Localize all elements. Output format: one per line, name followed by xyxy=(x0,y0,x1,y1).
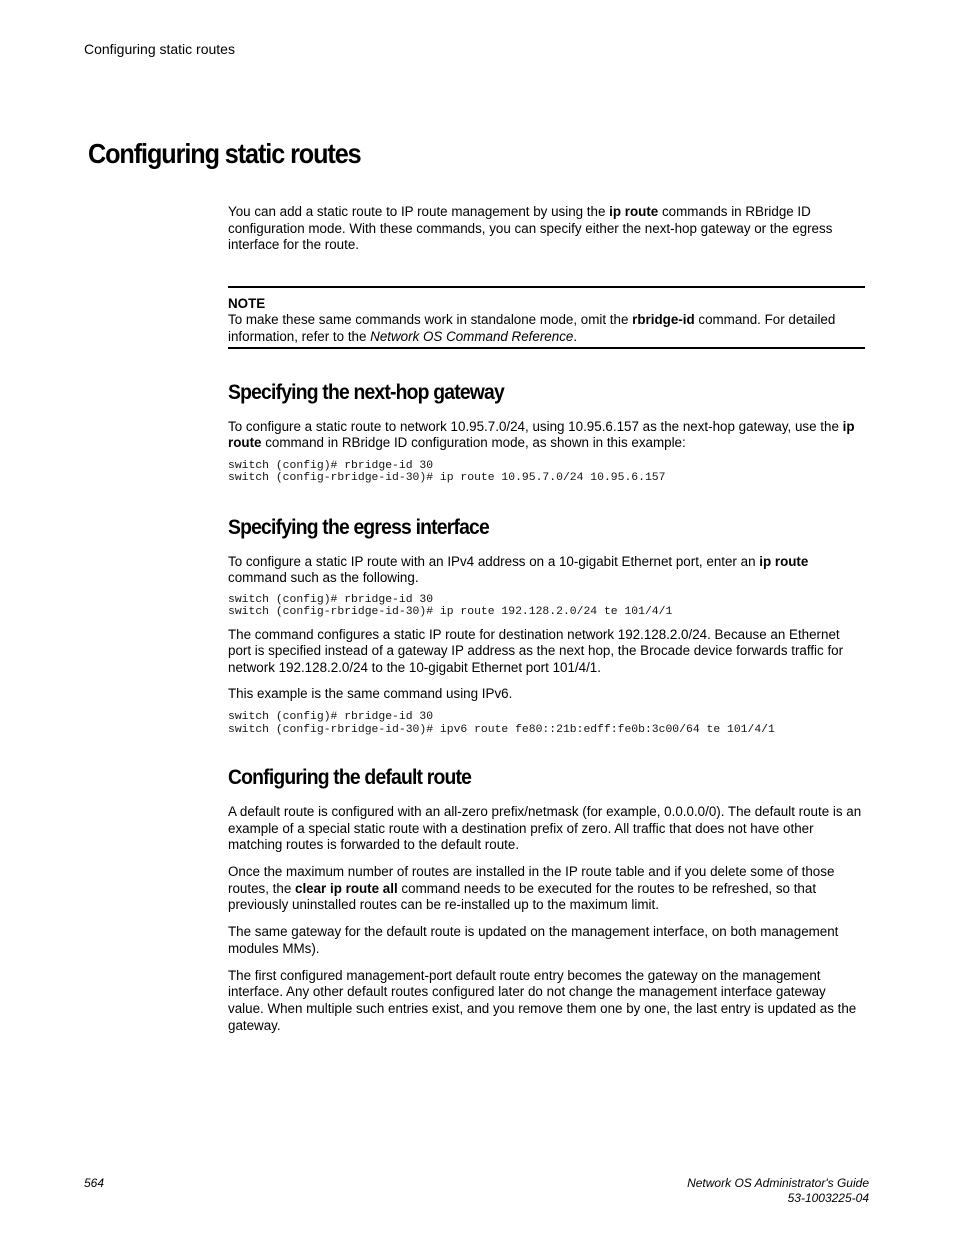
paragraph-text: Once the maximum number of routes are installed in the IP route table and if you delete some of those routes, the xyxy=(228,864,835,896)
intro-paragraph xyxy=(228,204,865,254)
note-text xyxy=(228,312,865,345)
paragraph-command: ip route xyxy=(759,553,809,569)
note-text-part: command. For detailed information, refer to the xyxy=(228,312,836,344)
section-heading-egress: Specifying the egress interface xyxy=(228,514,489,539)
paragraph-command: ip route xyxy=(228,418,855,451)
code-block-next-hop: switch (config)# rbridge-id 30 switch (config-rbridge-id-30)# ip route 10.95.7.0/24 10.95.6.157 xyxy=(228,459,666,485)
running-header: Configuring static routes xyxy=(84,41,235,57)
section-heading-next-hop: Specifying the next-hop gateway xyxy=(228,379,504,404)
egress-explanation: The command configures a static IP route for destination network 192.128.2.0/24. Because an Ethernet port is specified instead of a gateway IP address as the next hop, the Brocade device forwards traffic for network 192.128.2.0/24 to the 10-gigabit Ethernet port 101/4/1. xyxy=(228,626,844,675)
guide-title: Network OS Administrator's Guide xyxy=(687,1176,869,1190)
main-content xyxy=(228,204,865,1034)
paragraph-text: To configure a static IP route with an IPv4 address on a 10-gigabit Ethernet port, enter an xyxy=(228,553,760,569)
note-text-part: To make these same commands work in standalone mode, omit the xyxy=(228,312,633,328)
note-reference: Network OS Command Reference xyxy=(370,328,574,344)
paragraph-text: command in RBridge ID configuration mode, as shown in this example: xyxy=(261,435,686,451)
page-title: Configuring static routes xyxy=(88,138,361,169)
paragraph-command: clear ip route all xyxy=(295,880,398,896)
paragraph-text: command needs to be executed for the routes to be refreshed, so that previously uninstalled routes can be re-installed up to the maximum limit. xyxy=(228,880,817,913)
paragraph-text: command such as the following. xyxy=(228,570,419,586)
egress-paragraph xyxy=(228,554,865,587)
intro-text: commands in RBridge ID configuration mode. With these commands, you can specify either the next-hop gateway or the egress interface for the route. xyxy=(228,204,833,253)
section-heading-default-route: Configuring the default route xyxy=(228,764,472,789)
document-number: 53-1003225-04 xyxy=(787,1191,869,1205)
note-heading: NOTE xyxy=(228,296,266,312)
note-command: rbridge-id xyxy=(632,312,695,328)
default-route-paragraph-4: The first configured management-port default route entry becomes the gateway on the management interface. Any other default routes configured later do not change the management interface gateway value. When multiple such entries exist, and you remove them one by one, the last entry is updated as the gateway. xyxy=(228,967,857,1033)
default-route-paragraph-2 xyxy=(228,864,865,914)
code-block-egress-ipv6: switch (config)# rbridge-id 30 switch (config-rbridge-id-30)# ipv6 route fe80::21b:edff:fe0b:3c00/64 te 101/4/1 xyxy=(228,711,775,736)
page-number: 564 xyxy=(84,1176,105,1190)
next-hop-paragraph xyxy=(228,419,865,452)
ipv6-intro: This example is the same command using IPv6. xyxy=(228,685,513,701)
default-route-paragraph-3: The same gateway for the default route is updated on the management interface, on both management modules MMs). xyxy=(228,924,839,956)
default-route-paragraph-1: A default route is configured with an all-zero prefix/netmask (for example, 0.0.0.0/0). The default route is an example of a special static route with a destination prefix of zero. All traffic that does not have other matching routes is forwarded to the default route. xyxy=(228,803,862,853)
intro-text: You can add a static route to IP route management by using the xyxy=(228,204,610,219)
note-box xyxy=(228,286,865,348)
paragraph-text: To configure a static route to network 10.95.7.0/24, using 10.95.6.157 as the next-hop gateway, use the xyxy=(228,418,843,434)
intro-command: ip route xyxy=(609,204,659,219)
code-block-egress-ipv4: switch (config)# rbridge-id 30 switch (config-rbridge-id-30)# ip route 192.128.2.0/24 te 101/4/1 xyxy=(228,593,673,619)
footer-info xyxy=(687,1176,869,1206)
note-text-part: . xyxy=(573,328,578,344)
